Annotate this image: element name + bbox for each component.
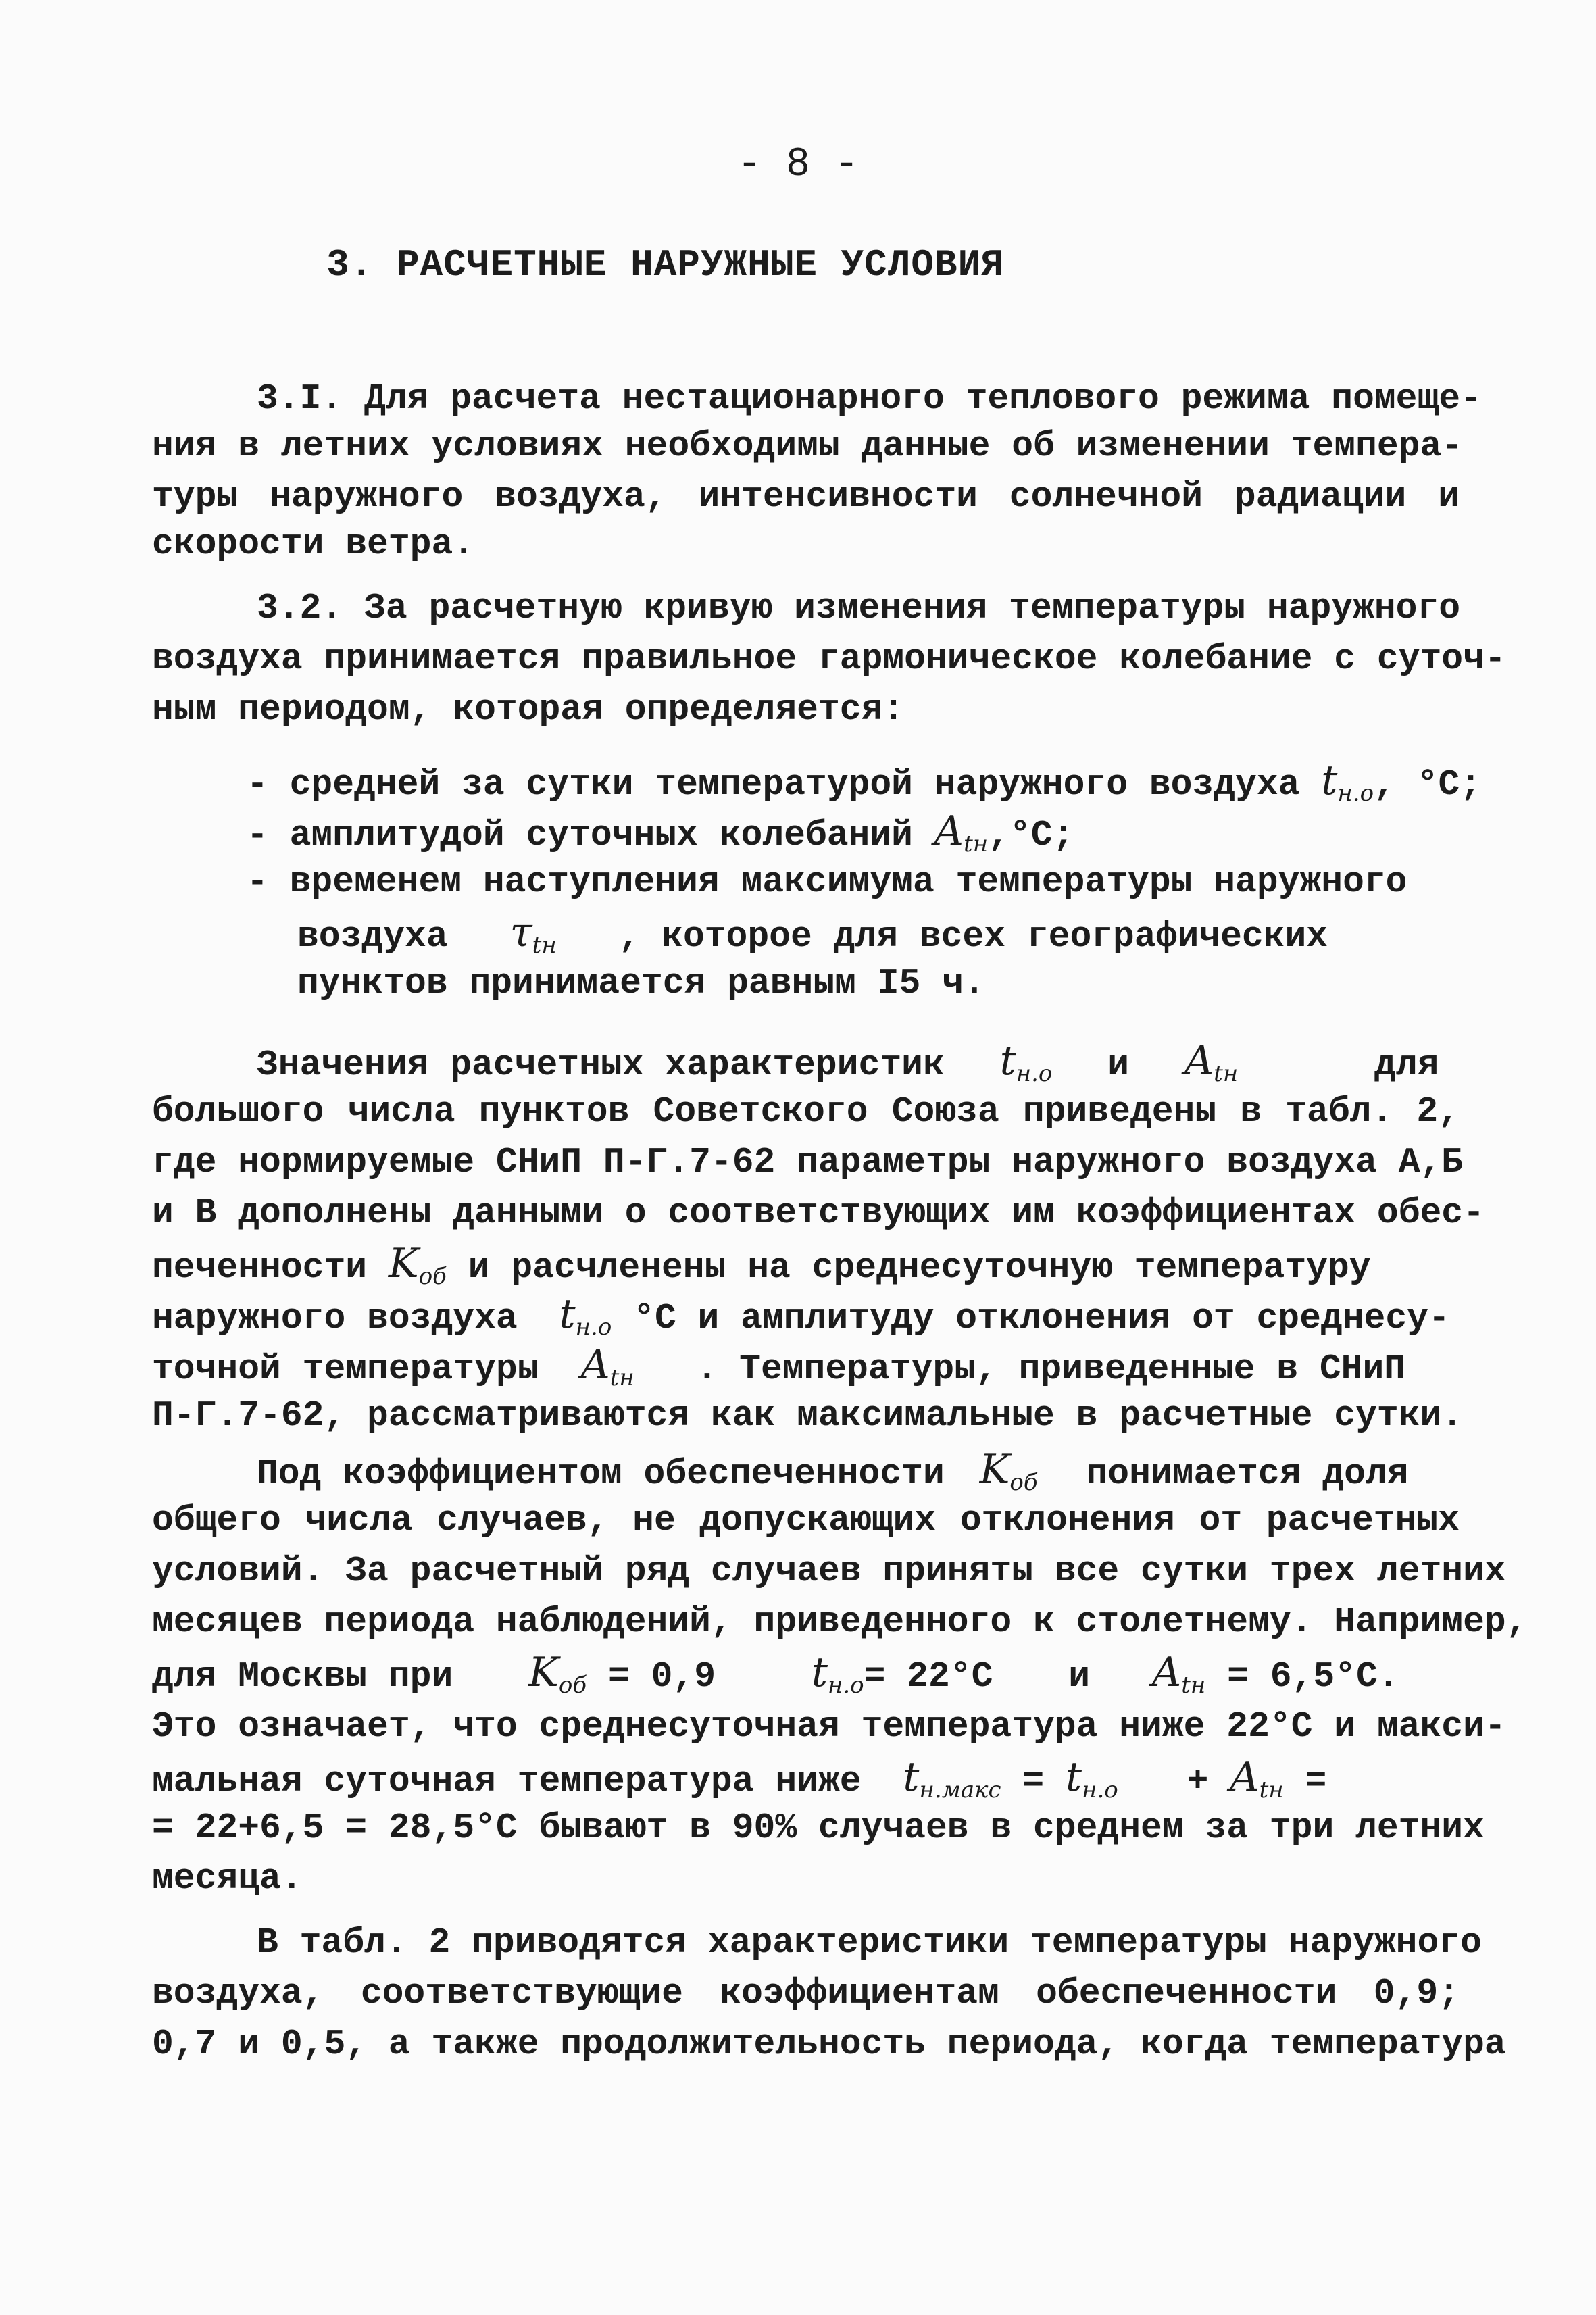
text-line: месяца. — [152, 1858, 303, 1899]
list-item-continuation: воздуха $\tau_{tн}$ , которое для всех географических — [297, 909, 1328, 959]
text-line: точной температуры $A_{tн}$ . Температуры, приведенные в СНиП — [152, 1341, 1406, 1391]
list-item-text: - амплитудой суточных колебаний — [247, 815, 913, 855]
formula: $A_{tн}$ — [1184, 1037, 1239, 1087]
text-line: 0,7 и 0,5, а также продолжительность периода, когда температура — [152, 2024, 1506, 2064]
formula: $\tau_{tн}$ — [509, 909, 557, 959]
text-line: для Москвы при $K_{об} = 0,9$ $t_{н.о}= 22^\circ С$ и $A_{tн} = 6,5^\circ С$. — [152, 1649, 1399, 1699]
text-line: и В дополнены данными о соответствующих им коэффициентах обес- — [152, 1193, 1485, 1233]
formula: $K_{об}$ — [388, 1240, 447, 1290]
formula: $t_{н.о}$ — [811, 1649, 864, 1699]
text-line: условий. За расчетный ряд случаев приняты все сутки трех летних — [152, 1551, 1506, 1591]
text-line: наружного воздуха $t_{н.о}$ °С и амплитуду отклонения от среднесу- — [152, 1291, 1450, 1341]
formula: $t_{н.о}$ — [1321, 757, 1374, 807]
text-line: Под коэффициентом обеспеченности $K_{об}$ понимается доля — [257, 1446, 1409, 1496]
formula: $K_{об}$ — [528, 1649, 587, 1699]
list-item: - временем наступления максимума температуры наружного — [247, 862, 1407, 902]
text-line: месяцев периода наблюдений, приведенного к столетнему. Например, — [152, 1601, 1528, 1642]
text-line: печенности $K_{об}$ и расчленены на среднесуточную температуру — [152, 1240, 1371, 1290]
formula: $t_{н.о}$ — [999, 1037, 1053, 1087]
list-item-continuation: пунктов принимается равным I5 ч. — [297, 963, 985, 1003]
page-number: - 8 - — [737, 142, 859, 188]
formula: $K_{об}$ — [979, 1446, 1038, 1496]
formula: $A_{tн}$ — [1230, 1753, 1284, 1803]
list-item: - средней за сутки температурой наружного воздуха $t_{н.о}$, °С; — [247, 757, 1482, 807]
unit: ,°С; — [988, 815, 1074, 855]
text-line: 3.I. Для расчета нестационарного теплового режима помеще- — [257, 378, 1482, 419]
text-line: П-Г.7-62, рассматриваются как максимальные в расчетные сутки. — [152, 1395, 1464, 1436]
text-line: Это означает, что среднесуточная температура ниже 22°С и макси- — [152, 1706, 1506, 1747]
text-line: 3.2. За расчетную кривую изменения температуры наружного — [257, 588, 1461, 628]
formula: $A_{tн}$ — [1151, 1649, 1206, 1699]
section-title: 3. РАСЧЕТНЫЕ НАРУЖНЫЕ УСЛОВИЯ — [326, 243, 1005, 287]
text-line: где нормируемые СНиП П-Г.7-62 параметры наружного воздуха А,Б — [152, 1142, 1464, 1183]
text-line: скорости ветра. — [152, 524, 475, 564]
formula: $t_{н.макс}$ — [903, 1753, 1001, 1803]
text-line: общего числа случаев, не допускающих отклонения от расчетных — [152, 1500, 1460, 1541]
formula: $A_{tн}$ — [580, 1341, 634, 1391]
text-line: воздуха, соответствующие коэффициентам обеспеченности 0,9; — [152, 1973, 1460, 2014]
formula: $A_{tн}$ — [934, 807, 989, 857]
text-line: большого числа пунктов Советского Союза приведены в табл. 2, — [152, 1091, 1460, 1132]
formula: $t_{н.о}$ — [1065, 1753, 1118, 1803]
text-line: мальная суточная температура ниже $t_{н.макс} = t_{н.о} + A_{tн}$ = — [152, 1753, 1327, 1803]
unit: °С; — [1416, 764, 1482, 805]
text-line: = 22+6,5 = 28,5°С бывают в 90% случаев в среднем за три летних — [152, 1808, 1485, 1848]
text-line: В табл. 2 приводятся характеристики температуры наружного — [257, 1922, 1482, 1963]
formula: $t_{н.о}$ — [559, 1291, 612, 1341]
text-line: ным периодом, которая определяется: — [152, 689, 905, 730]
text-line: воздуха принимается правильное гармоническое колебание с суточ- — [152, 639, 1506, 679]
list-item-text: - средней за сутки температурой наружного воздуха — [247, 764, 1300, 805]
text-line: Значения расчетных характеристик $t_{н.о}$ и $A_{tн}$ для — [257, 1037, 1439, 1087]
text-line: ния в летних условиях необходимы данные об изменении темпера- — [152, 426, 1464, 466]
text-line: туры наружного воздуха, интенсивности солнечной радиации и — [152, 476, 1460, 517]
